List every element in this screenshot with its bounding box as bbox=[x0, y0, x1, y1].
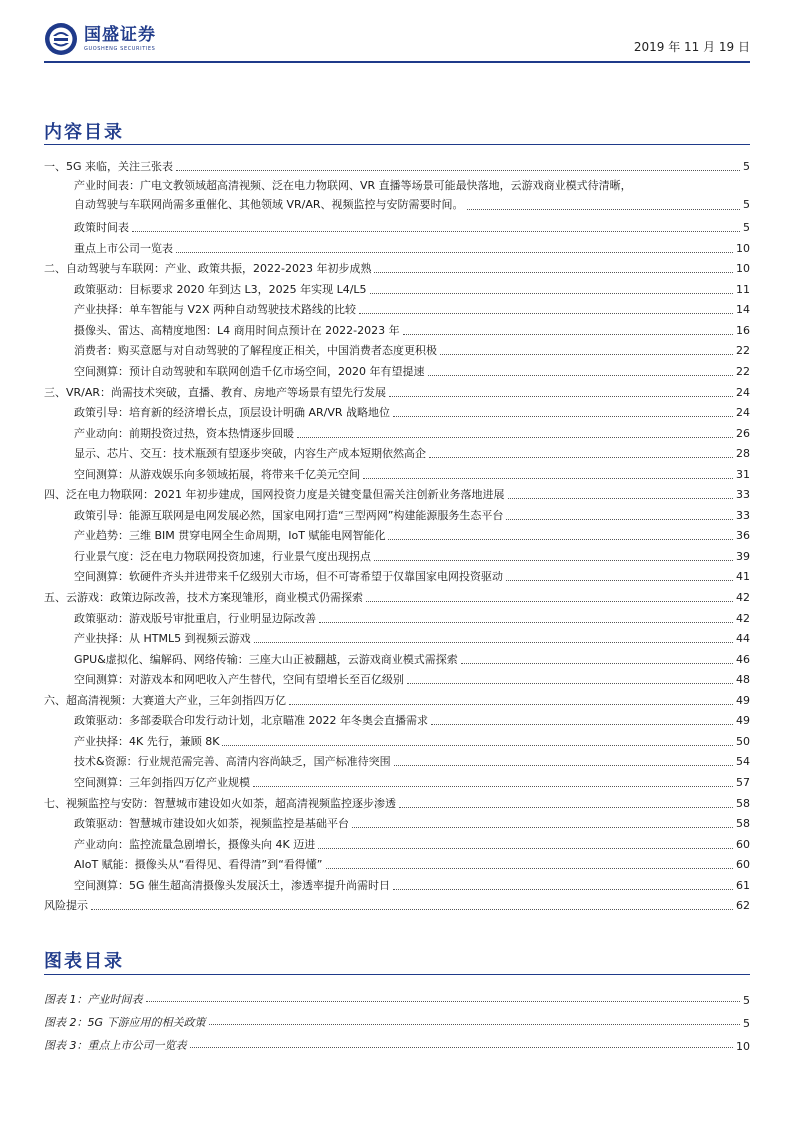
toc-entry[interactable] bbox=[44, 174, 750, 215]
report-date: 2019 年 11 月 19 日 bbox=[633, 40, 750, 54]
toc-entry[interactable] bbox=[44, 420, 750, 441]
toc-entry-text: 风险提示 bbox=[44, 899, 88, 913]
figures-title-divider bbox=[44, 974, 750, 975]
toc-page-number: 42 bbox=[736, 591, 750, 605]
figure-entry-text: 图表 1：产业时间表 bbox=[44, 993, 143, 1006]
brand-logo bbox=[44, 22, 156, 56]
toc-entry[interactable] bbox=[44, 626, 750, 647]
toc-entry[interactable] bbox=[44, 605, 750, 626]
toc-entry-text: 摄像头、雷达、高精度地图：L4 商用时间点预计在 2022-2023 年 bbox=[74, 323, 400, 337]
toc-page-number: 36 bbox=[736, 529, 750, 543]
toc-page-number: 46 bbox=[736, 652, 750, 666]
toc-entry-text: 六、超高清视频：大赛道大产业，三年剑指四万亿 bbox=[44, 693, 286, 707]
toc-entry[interactable] bbox=[44, 502, 750, 523]
toc-entry[interactable] bbox=[44, 523, 750, 544]
figure-entry-text: 图表 2：5G 下游应用的相关政策 bbox=[44, 1016, 206, 1029]
figure-page-number: 5 bbox=[743, 994, 750, 1007]
leader-dots bbox=[393, 889, 733, 890]
leader-dots bbox=[363, 478, 733, 479]
toc-entry-text: 产业动向：前期投资过热，资本热情逐步回暖 bbox=[74, 426, 294, 440]
toc-page-number: 62 bbox=[736, 899, 750, 913]
toc-entry-text: 显示、芯片、交互：技术瓶颈有望逐步突破，内容生产成本短期依然高企 bbox=[74, 447, 426, 461]
toc-entry-text: 行业景气度：泛在电力物联网投资加速，行业景气度出现拐点 bbox=[74, 549, 371, 563]
toc-entry[interactable] bbox=[44, 358, 750, 379]
leader-dots bbox=[297, 437, 733, 438]
toc-page-number: 41 bbox=[736, 570, 750, 584]
toc-page-number: 14 bbox=[736, 303, 750, 317]
leader-dots bbox=[359, 313, 733, 314]
toc-page-number: 5 bbox=[743, 197, 750, 211]
leader-dots bbox=[176, 252, 733, 253]
toc-entry-text: 产业动向：监控流量急剧增长，摄像头向 4K 迈进 bbox=[74, 837, 316, 851]
table-of-contents bbox=[44, 153, 750, 913]
toc-page-number: 24 bbox=[736, 406, 750, 420]
leader-dots bbox=[254, 642, 733, 643]
brand-name: 国盛证券 bbox=[84, 25, 156, 45]
toc-page-number: 10 bbox=[736, 241, 750, 255]
leader-dots bbox=[366, 601, 733, 602]
brand-emblem-icon bbox=[44, 22, 78, 56]
toc-entry-text: 二、自动驾驶与车联网：产业、政策共振，2022-2023 年初步成熟 bbox=[44, 262, 372, 276]
toc-entry-text: 产业抉择：单车智能与 V2X 两种自动驾驶技术路线的比较 bbox=[74, 303, 357, 317]
leader-dots bbox=[132, 231, 740, 232]
toc-entry-text: 一、5G 来临，关注三张表 bbox=[44, 159, 174, 173]
toc-entry-text: 产业抉择：从 HTML5 到视频云游戏 bbox=[74, 632, 251, 646]
leader-dots bbox=[403, 334, 733, 335]
toc-entry[interactable] bbox=[44, 728, 750, 749]
toc-entry-text: 政策驱动：目标要求 2020 年到达 L3，2025 年实现 L4/L5 bbox=[74, 282, 367, 296]
toc-entry[interactable] bbox=[44, 297, 750, 318]
toc-entry-text: 政策驱动：多部委联合印发行动计划，北京瞄准 2022 年冬奥会直播需求 bbox=[74, 714, 428, 728]
toc-page-number: 60 bbox=[736, 837, 750, 851]
toc-page-number: 10 bbox=[736, 262, 750, 276]
leader-dots bbox=[508, 498, 734, 499]
toc-chapter-entry[interactable] bbox=[44, 687, 750, 708]
figure-entry[interactable] bbox=[44, 984, 750, 1007]
toc-entry[interactable] bbox=[44, 235, 750, 256]
leader-dots bbox=[389, 396, 733, 397]
toc-entry-text: 政策驱动：智慧城市建设如火如荼，视频监控是基础平台 bbox=[74, 817, 349, 831]
toc-entry-text: 四、泛在电力物联网：2021 年初步建成，国网投资力度是关键变量但需关注创新业务落地进展 bbox=[44, 488, 505, 502]
toc-page-number: 48 bbox=[736, 673, 750, 687]
toc-chapter-entry[interactable] bbox=[44, 256, 750, 277]
toc-page-number: 5 bbox=[743, 221, 750, 235]
leader-dots bbox=[407, 683, 733, 684]
leader-dots bbox=[399, 807, 733, 808]
toc-entry[interactable] bbox=[44, 543, 750, 564]
toc-page-number: 26 bbox=[736, 426, 750, 440]
toc-entry-text: 空间测算：软硬件齐头并进带来千亿级别大市场，但不可寄希望于仅靠国家电网投资驱动 bbox=[74, 570, 503, 584]
toc-entry-text: 政策时间表 bbox=[74, 221, 129, 235]
toc-entry[interactable] bbox=[44, 749, 750, 770]
toc-entry-text: 自动驾驶与车联网尚需多重催化、其他领域 VR/AR、视频监控与安防需要时间。 bbox=[74, 197, 464, 211]
toc-page-number: 44 bbox=[736, 632, 750, 646]
leader-dots bbox=[176, 170, 740, 171]
brand-subtitle: GUOSHENG SECURITIES bbox=[84, 46, 156, 52]
toc-page-number: 42 bbox=[736, 611, 750, 625]
toc-entry-text: 五、云游戏：政策边际改善，技术方案现雏形，商业模式仍需探索 bbox=[44, 591, 363, 605]
toc-entry-text: 产业趋势：三维 BIM 贯穿电网全生命周期，IoT 赋能电网智能化 bbox=[74, 529, 386, 543]
toc-entry[interactable] bbox=[44, 338, 750, 359]
toc-entry[interactable] bbox=[44, 708, 750, 729]
leader-dots bbox=[253, 786, 733, 787]
toc-entry-text: 七、视频监控与安防：智慧城市建设如火如荼，超高清视频监控逐步渗透 bbox=[44, 796, 396, 810]
leader-dots bbox=[190, 1047, 734, 1048]
toc-page-number: 60 bbox=[736, 858, 750, 872]
leader-dots bbox=[393, 416, 733, 417]
leader-dots bbox=[222, 745, 733, 746]
toc-entry[interactable] bbox=[44, 461, 750, 482]
leader-dots bbox=[319, 622, 733, 623]
toc-chapter-entry[interactable] bbox=[44, 379, 750, 400]
leader-dots bbox=[394, 765, 733, 766]
toc-page-number: 39 bbox=[736, 549, 750, 563]
toc-entry[interactable] bbox=[44, 831, 750, 852]
leader-dots bbox=[506, 580, 733, 581]
toc-entry[interactable] bbox=[44, 317, 750, 338]
toc-entry[interactable] bbox=[44, 667, 750, 688]
toc-entry[interactable] bbox=[44, 852, 750, 873]
toc-entry[interactable] bbox=[44, 441, 750, 462]
leader-dots bbox=[209, 1024, 740, 1025]
toc-page-number: 31 bbox=[736, 467, 750, 481]
toc-chapter-entry[interactable] bbox=[44, 153, 750, 174]
toc-entry-text: GPU&虚拟化、编解码、网络传输：三座大山正被翻越，云游戏商业模式需探索 bbox=[74, 652, 458, 666]
toc-page-number: 24 bbox=[736, 385, 750, 399]
toc-entry-text: AIoT 赋能：摄像头从“看得见、看得清”到“看得懂” bbox=[74, 858, 323, 872]
toc-entry-text: 产业抉择：4K 先行，兼顾 8K bbox=[74, 734, 220, 748]
toc-chapter-entry[interactable] bbox=[44, 482, 750, 503]
toc-page-number: 16 bbox=[736, 323, 750, 337]
leader-dots bbox=[370, 293, 733, 294]
toc-page-number: 49 bbox=[736, 714, 750, 728]
leader-dots bbox=[461, 663, 733, 664]
figures-title: 图表目录 bbox=[44, 951, 124, 972]
figure-entry[interactable] bbox=[44, 1007, 750, 1030]
figure-page-number: 10 bbox=[736, 1040, 750, 1053]
toc-page-number: 11 bbox=[736, 282, 750, 296]
leader-dots bbox=[388, 539, 733, 540]
leader-dots bbox=[429, 457, 733, 458]
toc-entry-text: 政策引导：培育新的经济增长点，顶层设计明确 AR/VR 战略地位 bbox=[74, 406, 391, 420]
page-header bbox=[44, 22, 750, 60]
toc-entry-text: 技术&资源：行业规范需完善、高清内容尚缺乏，国产标准待突围 bbox=[74, 755, 391, 769]
toc-entry-text: 消费者：购买意愿与对自动驾驶的了解程度正相关，中国消费者态度更积极 bbox=[74, 344, 437, 358]
toc-entry-text: 空间测算：从游戏娱乐向多领域拓展，将带来千亿美元空间 bbox=[74, 467, 360, 481]
toc-page-number: 5 bbox=[743, 159, 750, 173]
leader-dots bbox=[428, 375, 734, 376]
figure-list bbox=[44, 984, 750, 1053]
toc-page-number: 54 bbox=[736, 755, 750, 769]
toc-page-number: 61 bbox=[736, 878, 750, 892]
toc-page-number: 50 bbox=[736, 734, 750, 748]
toc-title-divider bbox=[44, 144, 750, 145]
leader-dots bbox=[506, 519, 733, 520]
toc-entry[interactable] bbox=[44, 646, 750, 667]
figure-entry-text: 图表 3：重点上市公司一览表 bbox=[44, 1039, 187, 1052]
toc-entry-text: 空间测算：三年剑指四万亿产业规模 bbox=[74, 775, 250, 789]
toc-page-number: 22 bbox=[736, 365, 750, 379]
toc-entry-text: 重点上市公司一览表 bbox=[74, 241, 173, 255]
leader-dots bbox=[146, 1001, 741, 1002]
leader-dots bbox=[440, 354, 733, 355]
toc-entry-text: 空间测算：5G 催生超高清摄像头发展沃土，渗透率提升尚需时日 bbox=[74, 878, 391, 892]
toc-page-number: 58 bbox=[736, 817, 750, 831]
toc-page-number: 28 bbox=[736, 447, 750, 461]
header-divider bbox=[44, 61, 750, 63]
leader-dots bbox=[374, 560, 733, 561]
toc-page-number: 33 bbox=[736, 508, 750, 522]
toc-entry-text: 政策驱动：游戏版号审批重启，行业明显边际改善 bbox=[74, 611, 316, 625]
leader-dots bbox=[467, 209, 740, 210]
toc-entry[interactable] bbox=[44, 400, 750, 421]
toc-entry-text: 政策引导：能源互联网是电网发展必然，国家电网打造“三型两网”构建能源服务生态平台 bbox=[74, 508, 504, 522]
toc-page-number: 57 bbox=[736, 775, 750, 789]
toc-page-number: 58 bbox=[736, 796, 750, 810]
toc-title: 内容目录 bbox=[44, 122, 124, 143]
toc-entry-text: 空间测算：预计自动驾驶和车联网创造千亿市场空间，2020 年有望提速 bbox=[74, 365, 425, 379]
leader-dots bbox=[374, 272, 733, 273]
toc-entry-text: 三、VR/AR：尚需技术突破，直播、教育、房地产等场景有望先行发展 bbox=[44, 385, 387, 399]
toc-entry[interactable] bbox=[44, 215, 750, 236]
toc-chapter-entry[interactable] bbox=[44, 893, 750, 914]
toc-entry[interactable] bbox=[44, 811, 750, 832]
toc-page-number: 22 bbox=[736, 344, 750, 358]
toc-entry[interactable] bbox=[44, 769, 750, 790]
toc-page-number: 33 bbox=[736, 488, 750, 502]
leader-dots bbox=[289, 704, 733, 705]
leader-dots bbox=[318, 848, 733, 849]
leader-dots bbox=[352, 827, 733, 828]
toc-chapter-entry[interactable] bbox=[44, 790, 750, 811]
leader-dots bbox=[91, 909, 733, 910]
leader-dots bbox=[431, 724, 733, 725]
figure-page-number: 5 bbox=[743, 1017, 750, 1030]
leader-dots bbox=[326, 868, 733, 869]
toc-entry[interactable] bbox=[44, 276, 750, 297]
toc-entry-text: 产业时间表：广电文教领域超高清视频、泛在电力物联网、VR 直播等场景可能最快落地，云游戏商业模式待清晰， bbox=[74, 178, 632, 192]
toc-chapter-entry[interactable] bbox=[44, 584, 750, 605]
toc-entry[interactable] bbox=[44, 564, 750, 585]
toc-entry[interactable] bbox=[44, 872, 750, 893]
toc-entry-text: 空间测算：对游戏本和网吧收入产生替代，空间有望增长至百亿级别 bbox=[74, 673, 404, 687]
figure-entry[interactable] bbox=[44, 1030, 750, 1053]
toc-page-number: 49 bbox=[736, 693, 750, 707]
